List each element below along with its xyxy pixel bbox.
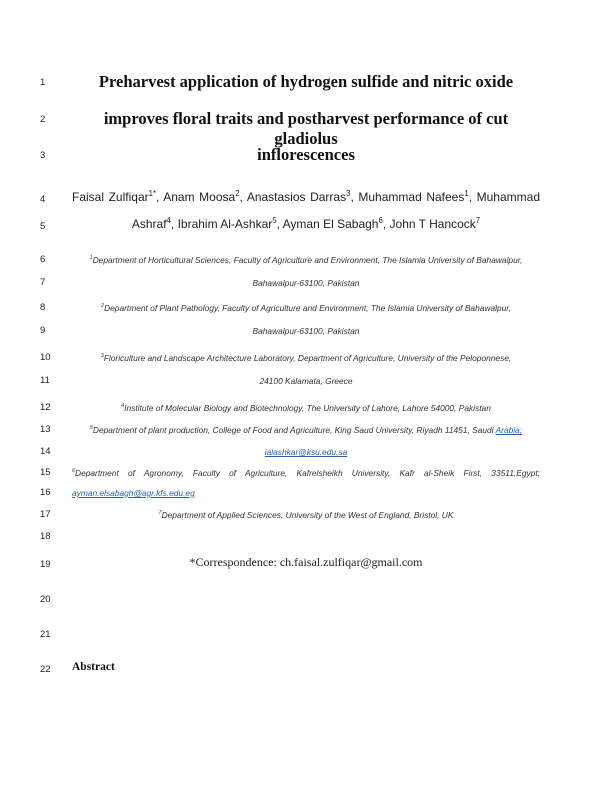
affiliation-text: Department of Horticultural Sciences, Faculty of Agriculture and Environment, The Islamia University of Bahawalpur, <box>92 255 523 265</box>
title-line-1: Preharvest application of hydrogen sulfide and nitric oxide <box>98 72 514 91</box>
line-number: 4 <box>40 194 46 205</box>
line-number: 1 <box>40 77 46 88</box>
line-number: 15 <box>40 467 51 478</box>
correspondence: *Correspondence: ch.faisal.zulfiqar@gmail.com <box>189 555 423 569</box>
email-link[interactable]: ialashkar@ksu.edu.sa <box>264 447 348 457</box>
affiliation-sup: 3 <box>100 353 104 360</box>
author-sup: 5 <box>272 216 277 225</box>
affiliation-text: Floriculture and Landscape Architecture Laboratory, Department of Agriculture, University of the Peloponnese, <box>103 353 512 363</box>
line-number: 12 <box>40 402 51 413</box>
author-name: John T Hancock <box>389 217 476 231</box>
author-line-2 <box>72 217 540 231</box>
line-number: 9 <box>40 325 46 336</box>
line-number: 11 <box>40 375 50 386</box>
affiliation-4 <box>72 403 540 413</box>
line-number: 18 <box>40 531 51 542</box>
line-number: 14 <box>40 446 51 457</box>
affiliation-text: Department of Agronomy, Faculty of Agriculture, Kafrelsheikh University, Kafr al-Sheik First, 33511,Egypt; <box>75 468 540 478</box>
line-number: 22 <box>40 664 51 675</box>
affiliation-text: Department of Plant Pathology, Faculty of Agriculture and Environment, The Islamia University of Bahawalpur, <box>104 303 511 313</box>
line-number: 13 <box>40 424 51 435</box>
affiliation-text: Institute of Molecular Biology and Biotechnology, The University of Lahore, Lahore 54000, Pakistan <box>124 403 491 413</box>
separator: , <box>276 217 280 231</box>
affiliation-link[interactable]: Arabia; <box>495 425 523 435</box>
separator: , <box>350 190 354 204</box>
line-number: 7 <box>40 277 46 288</box>
affiliation-3 <box>72 353 540 363</box>
author-name: Muhammad <box>476 190 540 204</box>
line-number: 21 <box>40 629 51 640</box>
line-number: 3 <box>40 150 46 161</box>
line-number: 16 <box>40 487 51 498</box>
line-number: 5 <box>40 221 46 232</box>
affiliation-1 <box>72 255 540 265</box>
line-number: 20 <box>40 594 51 605</box>
affiliation-7 <box>72 510 540 520</box>
affiliation-2-cont: Bahawalpur-63100, Pakistan <box>252 326 360 336</box>
affiliation-text: Department of Applied Sciences, University of the West of England, Bristol, UK <box>161 510 454 520</box>
affiliation-1-cont: Bahawalpur-63100, Pakistan <box>252 278 360 288</box>
affiliation-sup: 2 <box>101 303 105 310</box>
author-sup: 6 <box>378 216 383 225</box>
author-name: Ayman El Sabagh <box>282 217 379 231</box>
author-sup: 4 <box>166 216 171 225</box>
line-number: 19 <box>40 559 51 570</box>
author-sup: 1 <box>464 189 469 198</box>
author-sup: 3 <box>346 189 351 198</box>
separator: , <box>468 190 473 204</box>
affiliation-3-cont: 24100 Kalamata, Greece <box>259 376 353 386</box>
affiliation-sup: 4 <box>121 403 125 410</box>
abstract-heading: Abstract <box>72 661 115 673</box>
author-line-1 <box>72 190 540 204</box>
affiliation-sup: 5 <box>89 425 93 432</box>
affiliation-sup: 1 <box>89 255 93 262</box>
author-name: Ibrahim Al-Ashkar <box>177 217 273 231</box>
affiliation-sup: 6 <box>72 468 76 475</box>
line-number: 6 <box>40 254 46 265</box>
title-line-3: inflorescences <box>257 145 355 164</box>
affiliation-5 <box>72 425 540 435</box>
author-name: Muhammad Nafees <box>358 190 465 204</box>
affiliation-text: Department of plant production, College of Food and Agriculture, King Saud University, Riyadh 11451, Saudi <box>92 425 494 435</box>
author-sup: 7 <box>475 216 481 225</box>
line-number: 10 <box>40 352 51 363</box>
affiliation-6-cont <box>72 488 540 498</box>
author-sup: 2 <box>235 189 240 198</box>
affiliation-6 <box>72 468 540 478</box>
affiliation-5-cont <box>72 447 540 457</box>
email-link[interactable]: ayman.elsabagh@agr.kfs.edu.eg <box>72 488 195 498</box>
line-number: 2 <box>40 114 46 125</box>
separator: , <box>239 190 243 204</box>
author-name: Faisal Zulfiqar <box>72 190 149 204</box>
author-sup: 1* <box>148 189 156 198</box>
title-line-2: improves floral traits and postharvest performance of cut gladiolus <box>103 109 509 148</box>
line-number: 17 <box>40 509 51 520</box>
author-name: Ashraf <box>131 217 167 231</box>
author-name: Anastasios Darras <box>246 190 347 204</box>
separator: , <box>155 190 160 204</box>
author-name: Anam Moosa <box>163 190 236 204</box>
affiliation-2 <box>72 303 540 313</box>
separator: , <box>382 217 387 231</box>
line-number: 8 <box>40 302 46 313</box>
separator: , <box>170 217 175 231</box>
affiliation-sup: 7 <box>158 510 162 517</box>
